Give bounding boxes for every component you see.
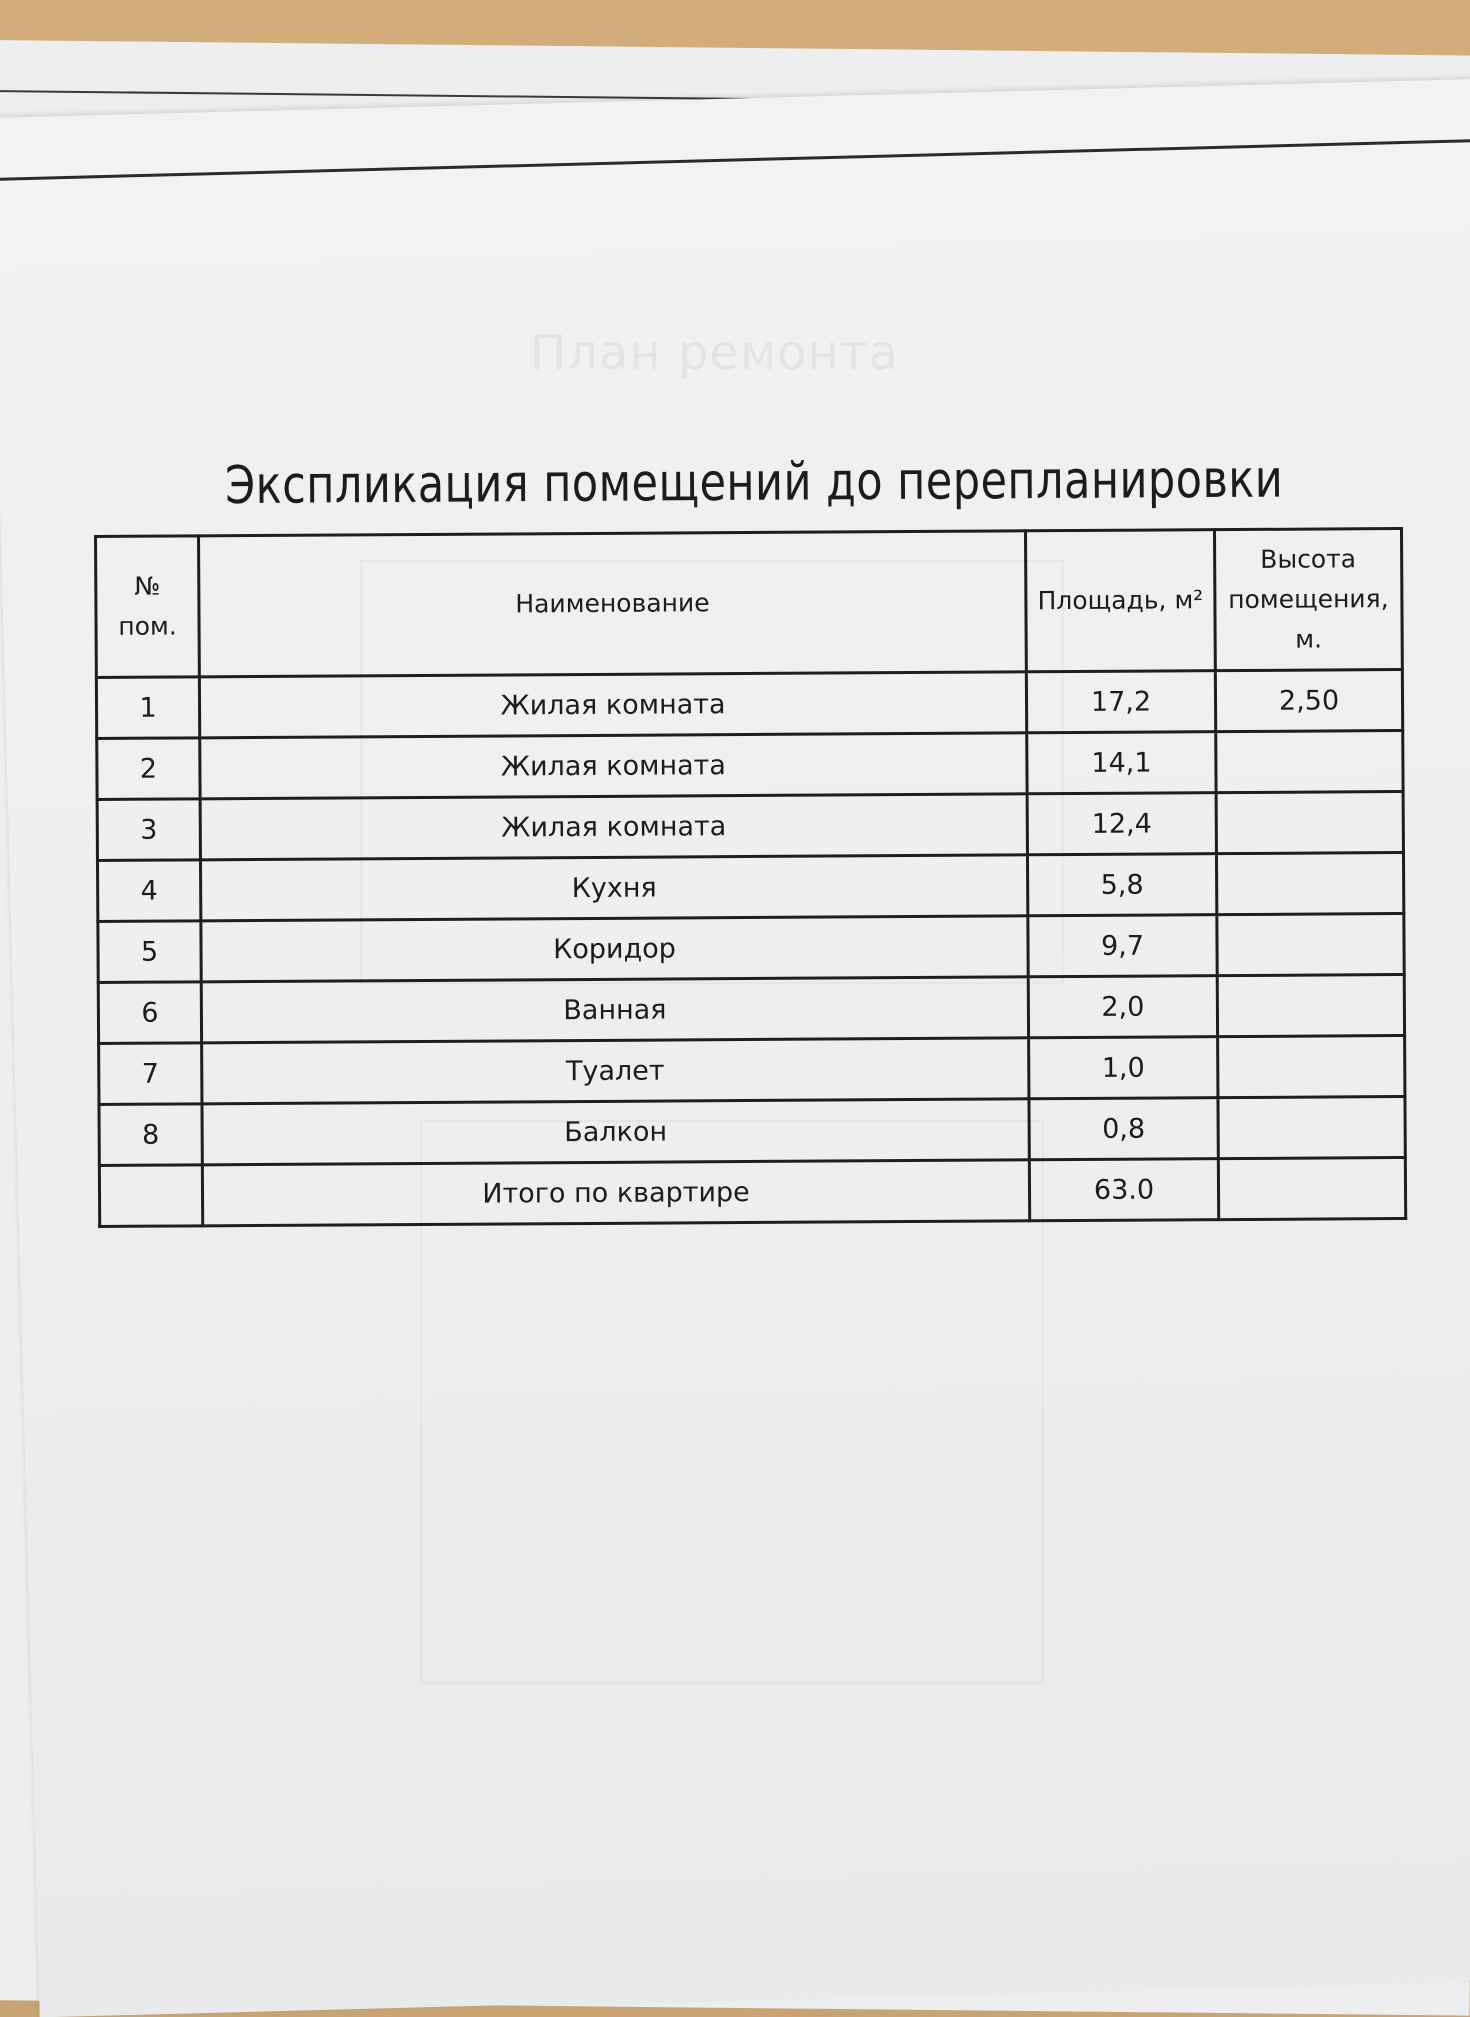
cell-total-area: 63.0 [1029, 1159, 1218, 1221]
cell-room-number: 4 [97, 860, 200, 922]
cell-room-name: Жилая комната [199, 672, 1026, 738]
explication-table-wrapper [94, 527, 1407, 1228]
cell-height: 2,50 [1215, 670, 1402, 732]
header-room-number-line1: № [134, 571, 161, 601]
cell-area: 14,1 [1027, 732, 1216, 794]
cell-room-name: Ванная [201, 977, 1028, 1043]
explication-table [94, 527, 1407, 1228]
cell-total-label: Итого по квартире [202, 1160, 1029, 1226]
faint-heading: План ремонта [530, 325, 900, 381]
cell-room-number: 6 [98, 982, 201, 1044]
cell-room-number: 5 [98, 921, 201, 983]
cell-height [1217, 975, 1404, 1037]
cell-area: 1,0 [1029, 1037, 1218, 1099]
cell-area: 9,7 [1028, 915, 1217, 977]
header-height-line2: помещения, м. [1228, 584, 1389, 654]
table-header-row [96, 529, 1403, 678]
table-row [98, 914, 1404, 983]
cell-area: 17,2 [1026, 671, 1215, 733]
cell-height [1216, 853, 1403, 915]
cell-room-name: Балкон [202, 1099, 1029, 1165]
cell-height [1218, 1036, 1405, 1098]
table-row [97, 792, 1403, 861]
cell-area: 2,0 [1028, 976, 1217, 1038]
cell-area: 0,8 [1029, 1098, 1218, 1160]
cell-room-number: 1 [96, 677, 199, 739]
table-row [97, 853, 1403, 922]
header-room-number [96, 536, 200, 678]
cell-room-name: Жилая комната [200, 794, 1027, 860]
header-height-line1: Высота [1260, 544, 1357, 574]
cell-height [1217, 914, 1404, 976]
cell-area: 5,8 [1027, 854, 1216, 916]
table-row [96, 670, 1402, 739]
cell-area: 12,4 [1027, 793, 1216, 855]
cell-height [1218, 1097, 1405, 1159]
header-name: Наименование [199, 531, 1027, 677]
cell-total-number [99, 1165, 202, 1227]
table-row [99, 1036, 1405, 1105]
document-title: Экспликация помещений до перепланировки [225, 449, 1284, 516]
cell-total-height [1218, 1158, 1405, 1220]
header-room-number-line2: пом. [118, 611, 177, 641]
table-total-row [99, 1158, 1405, 1227]
cell-room-number: 8 [99, 1104, 202, 1166]
table-row [99, 1097, 1405, 1166]
header-height [1214, 529, 1402, 671]
cell-room-number: 7 [99, 1043, 202, 1105]
header-area: Площадь, м² [1025, 530, 1215, 672]
table-row [98, 975, 1404, 1044]
cell-height [1216, 792, 1403, 854]
cell-height [1216, 731, 1403, 793]
cell-room-number: 3 [97, 799, 200, 861]
cell-room-name: Туалет [202, 1038, 1029, 1104]
table-row [97, 731, 1403, 800]
cell-room-number: 2 [97, 738, 200, 800]
cell-room-name: Кухня [200, 855, 1027, 921]
cell-room-name: Коридор [201, 916, 1028, 982]
cell-room-name: Жилая комната [200, 733, 1027, 799]
